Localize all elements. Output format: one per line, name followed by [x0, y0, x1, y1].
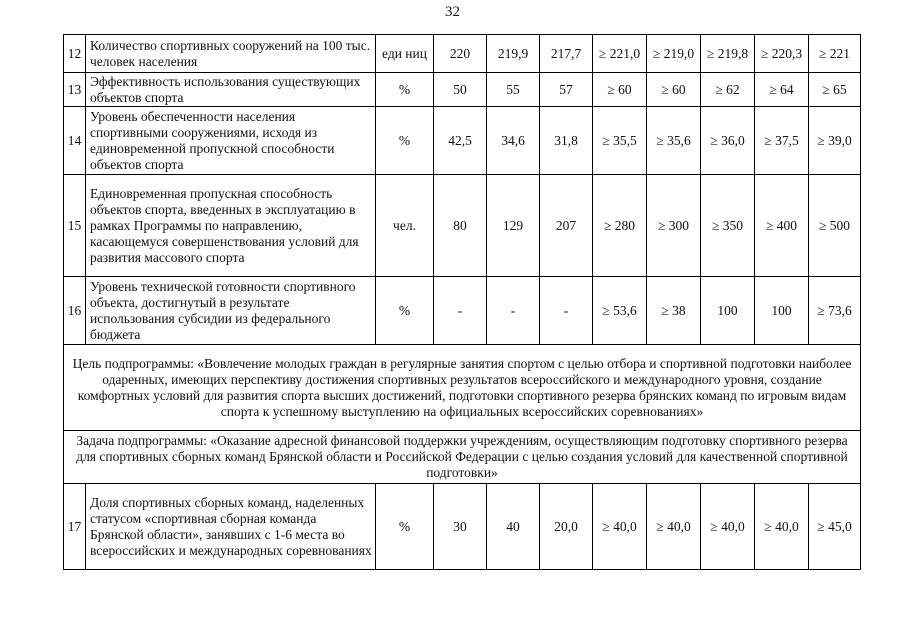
value-cell: - [487, 277, 540, 345]
row-number: 17 [64, 484, 86, 570]
value-cell: 217,7 [540, 35, 593, 73]
row-number: 12 [64, 35, 86, 73]
indicator-name: Уровень технической готовности спортивного объекта, достигнутый в результате использования субсидии из федерального бюджета [86, 277, 376, 345]
target-cell: ≥ 220,3 [755, 35, 809, 73]
indicator-name: Уровень обеспеченности населения спортивными сооружениями, исходя из единовременной пропускной способности объектов спорта [86, 107, 376, 175]
target-cell: ≥ 350 [701, 175, 755, 277]
row-number: 16 [64, 277, 86, 345]
row-number: 15 [64, 175, 86, 277]
value-cell: 30 [434, 484, 487, 570]
target-cell: ≥ 40,0 [755, 484, 809, 570]
row-number: 13 [64, 73, 86, 107]
unit-cell: % [376, 277, 434, 345]
target-cell: ≥ 219,0 [647, 35, 701, 73]
target-cell: ≥ 39,0 [809, 107, 861, 175]
target-cell: ≥ 45,0 [809, 484, 861, 570]
target-cell: ≥ 40,0 [647, 484, 701, 570]
subprogram-goal: Цель подпрограммы: «Вовлечение молодых граждан в регулярные занятия спортом с целью отбора и спортивной подготовки наиболее одаренных, имеющих перспективу достижения спортивных результатов всероссийского и международного уровня, создание комфортных условий для развития спорта высших достижений, подготовки спортивного резерва брянских команд по игровым видам спорта к успешному выступлению на официальных всероссийских соревнованиях» [64, 345, 861, 431]
value-cell: 50 [434, 73, 487, 107]
value-cell: 55 [487, 73, 540, 107]
unit-cell: еди ниц [376, 35, 434, 73]
value-cell: - [434, 277, 487, 345]
target-cell: ≥ 64 [755, 73, 809, 107]
target-cell: ≥ 65 [809, 73, 861, 107]
target-cell: ≥ 53,6 [593, 277, 647, 345]
value-cell: 31,8 [540, 107, 593, 175]
table-row [64, 175, 861, 277]
page-number: 32 [445, 4, 460, 20]
value-cell: - [540, 277, 593, 345]
value-cell: 42,5 [434, 107, 487, 175]
target-cell: ≥ 280 [593, 175, 647, 277]
target-cell: ≥ 35,5 [593, 107, 647, 175]
value-cell: 207 [540, 175, 593, 277]
table-row [64, 35, 861, 73]
value-cell: 40 [487, 484, 540, 570]
target-cell: ≥ 35,6 [647, 107, 701, 175]
target-cell: ≥ 221 [809, 35, 861, 73]
goal-row [64, 345, 861, 431]
target-cell: ≥ 62 [701, 73, 755, 107]
indicator-name: Эффективность использования существующих объектов спорта [86, 73, 376, 107]
value-cell: 219,9 [487, 35, 540, 73]
target-cell: ≥ 60 [647, 73, 701, 107]
unit-cell: % [376, 484, 434, 570]
value-cell: 57 [540, 73, 593, 107]
target-cell: ≥ 38 [647, 277, 701, 345]
task-row [64, 431, 861, 484]
target-cell: ≥ 400 [755, 175, 809, 277]
target-cell: ≥ 36,0 [701, 107, 755, 175]
target-cell: ≥ 73,6 [809, 277, 861, 345]
target-cell: ≥ 40,0 [593, 484, 647, 570]
target-cell: ≥ 37,5 [755, 107, 809, 175]
target-cell: ≥ 219,8 [701, 35, 755, 73]
target-cell: ≥ 500 [809, 175, 861, 277]
table-row [64, 484, 861, 570]
unit-cell: чел. [376, 175, 434, 277]
value-cell: 129 [487, 175, 540, 277]
target-cell: ≥ 40,0 [701, 484, 755, 570]
target-cell: 100 [701, 277, 755, 345]
unit-cell: % [376, 73, 434, 107]
target-cell: ≥ 221,0 [593, 35, 647, 73]
target-cell: ≥ 300 [647, 175, 701, 277]
row-number: 14 [64, 107, 86, 175]
indicator-name: Единовременная пропускная способность объектов спорта, введенных в эксплуатацию в рамках Программы по направлению, касающемуся совершенствования условий для развития массового спорта [86, 175, 376, 277]
indicator-name: Доля спортивных сборных команд, наделенных статусом «спортивная сборная команда Брянской области», занявших с 1-6 места во всероссийских и международных соревнованиях [86, 484, 376, 570]
value-cell: 20,0 [540, 484, 593, 570]
value-cell: 34,6 [487, 107, 540, 175]
value-cell: 220 [434, 35, 487, 73]
subprogram-task: Задача подпрограммы: «Оказание адресной финансовой поддержки учреждениям, осуществляющим подготовку спортивного резерва для спортивных сборных команд Брянской области и Российской Федерации с целью создания условий для качественной спортивной подготовки» [64, 431, 861, 484]
unit-cell: % [376, 107, 434, 175]
indicator-name: Количество спортивных сооружений на 100 тыс. человек населения [86, 35, 376, 73]
target-cell: ≥ 60 [593, 73, 647, 107]
table-row [64, 73, 861, 107]
value-cell: 80 [434, 175, 487, 277]
indicators-table [63, 34, 861, 570]
table-row [64, 107, 861, 175]
table-row [64, 277, 861, 345]
target-cell: 100 [755, 277, 809, 345]
